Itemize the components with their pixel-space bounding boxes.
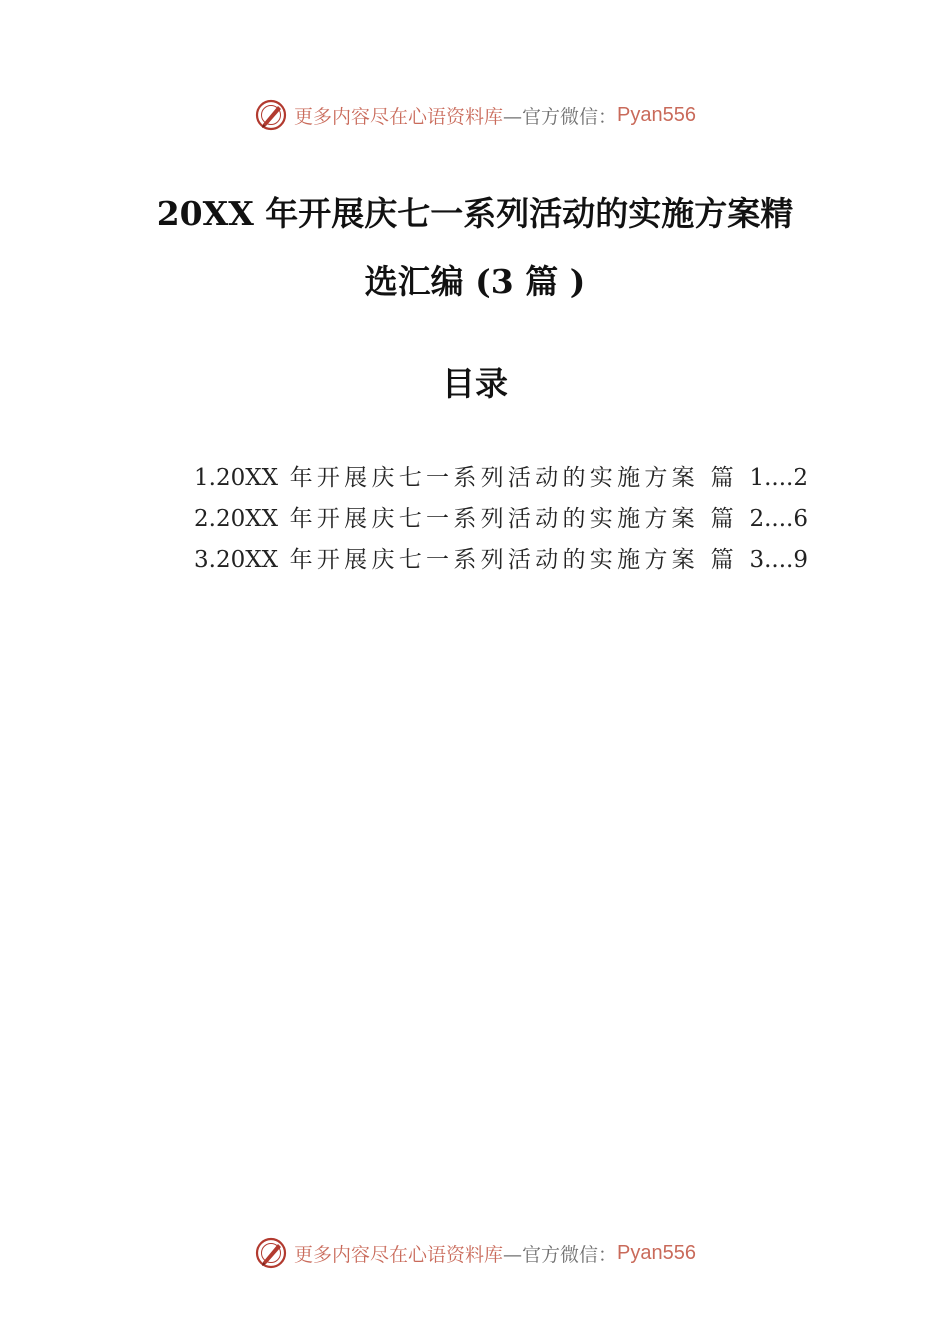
footer-wechat-id: Pyan556: [617, 1241, 696, 1264]
footer-banner: [0, 1233, 950, 1273]
document-title-line-1: 20XX 年开展庆七一系列活动的实施方案精: [156, 194, 794, 233]
header-official-label: —官方微信：: [503, 105, 618, 128]
toc-heading: 目录: [442, 364, 508, 403]
toc-item-1[interactable]: 1.20XX 年开展庆七一系列活动的实施方案 篇 1....2: [194, 465, 808, 491]
toc-item-2[interactable]: 2.20XX 年开展庆七一系列活动的实施方案 篇 2....6: [194, 506, 808, 532]
footer-official-label: —官方微信：: [503, 1243, 618, 1266]
header-banner: [0, 95, 950, 135]
header-brand-text: 更多内容尽在心语资料库: [294, 105, 504, 128]
pen-circle-icon: [254, 1236, 288, 1270]
pen-circle-icon: [254, 98, 288, 132]
table-of-contents: [194, 458, 808, 581]
document-title-line-2: 选汇编 (3 篇 ): [364, 262, 586, 301]
header-wechat-id: Pyan556: [617, 103, 696, 126]
toc-item-3[interactable]: 3.20XX 年开展庆七一系列活动的实施方案 篇 3....9: [194, 547, 808, 573]
footer-brand-text: 更多内容尽在心语资料库: [294, 1243, 504, 1266]
